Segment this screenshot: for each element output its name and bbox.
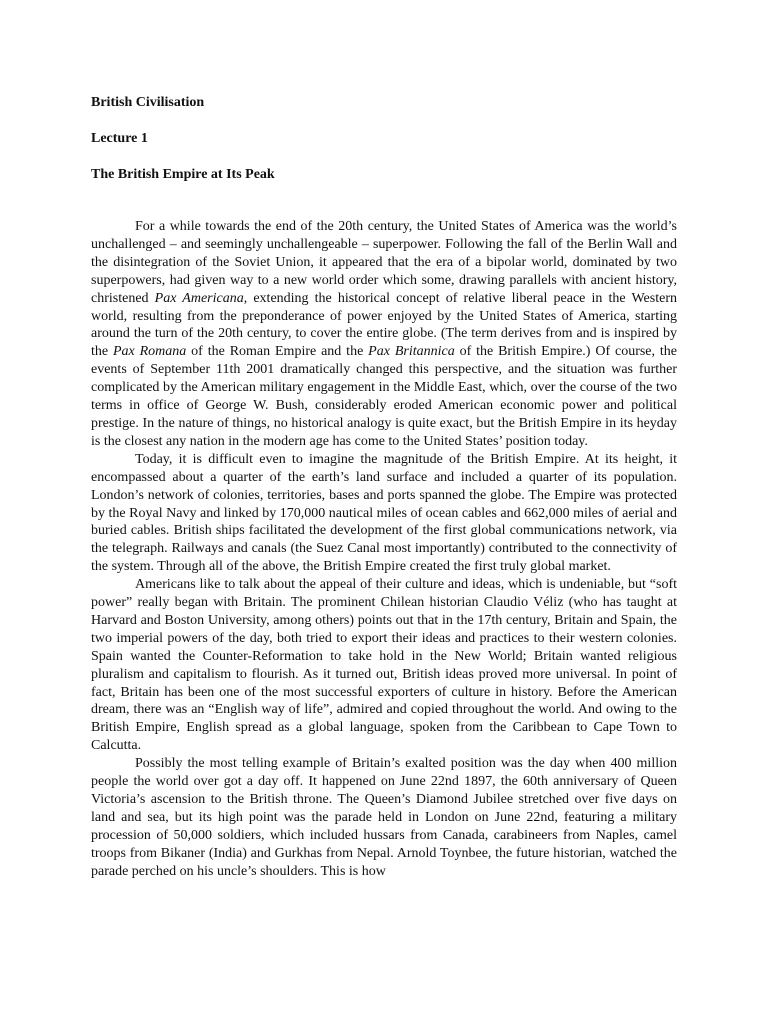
italic-term: Pax Romana [112,344,187,360]
lecture-title: The British Empire at Its Peak [91,167,275,182]
italic-term: Pax Americana [154,290,244,306]
course-title: British Civilisation [91,95,205,110]
paragraph: For a while towards the end of the 20th century, the United States of America was the world’s unchallenged – and seemingly unchallengeable – superpower. Following the fall of the Berlin Wall and the disintegration of the Soviet Union, it appeared that the era of a bipolar world, dominated by two superpowers, had given way to a new world order which some, drawing parallels with ancient history, christened Pax Americana, extending the historical concept of relative liberal peace in the Western world, resulting from the preponderance of power enjoyed by the United States of America, starting around the turn of the 20th century, to cover the entire globe. (The term derives from and is inspired by the Pax Romana of the Roman Empire and the Pax Britannica of the British Empire.) Of course, the events of September 11th 2001 dramatically changed this perspective, and the situation was further complicated by the American military engagement in the Middle East, which, over the course of the two terms in office of George W. Bush, considerably eroded American economic power and political prestige. In the nature of things, no historical analogy is quite exact, but the British Empire in its heyday is the closest any nation in the modern age has come to the United States’ position today. [91,219,678,449]
paragraph: Americans like to talk about the appeal of their culture and ideas, which is undeniable, but “soft power” really began with Britain. The prominent Chilean historian Claudio Véliz (who has taught at Harvard and Boston University, among others) points out that in the 17th century, Britain and Spain, the two imperial powers of the day, both tried to export their ideas and practices to their western colonies. Spain wanted the Counter-Reformation to take hold in the New World; Britain wanted religious pluralism and capitalism to flourish. As it turned out, British ideas proved more universal. In point of fact, Britain has been one of the most successful exporters of culture in history. Before the American dream, there was an “English way of life”, admired and copied throughout the world. And owing to the British Empire, English spread as a global language, spoken from the Caribbean to Cape Town to Calcutta. [91,577,677,754]
italic-term: Pax Britannica [368,344,455,360]
body-text [91,218,677,881]
paragraph: Today, it is difficult even to imagine the magnitude of the British Empire. At its height, it encompassed about a quarter of the earth’s land surface and included a quarter of its population. London’s network of colonies, territories, bases and ports spanned the globe. The Empire was protected by the Royal Navy and linked by 170,000 nautical miles of ocean cables and 662,000 miles of aerial and buried cables. British ships facilitated the development of the first global communications network, via the telegraph. Railways and canals (the Suez Canal most importantly) contributed to the connectivity of the system. Through all of the above, the British Empire created the first truly global market. [91,451,677,575]
lecture-number: Lecture 1 [91,131,148,146]
paragraph: Possibly the most telling example of Britain’s exalted position was the day when 400 million people the world over got a day off. It happened on June 22nd 1897, the 60th anniversary of Queen Victoria’s ascension to the British throne. The Queen’s Diamond Jubilee stretched over five days on land and sea, but its high point was the parade held in London on June 22nd, featuring a military procession of 50,000 soldiers, which included hussars from Canada, carabineers from Naples, camel troops from Bikaner (India) and Gurkhas from Nepal. Arnold Toynbee, the future historian, watched the parade perched on his uncle’s shoulders. This is how [91,756,677,879]
